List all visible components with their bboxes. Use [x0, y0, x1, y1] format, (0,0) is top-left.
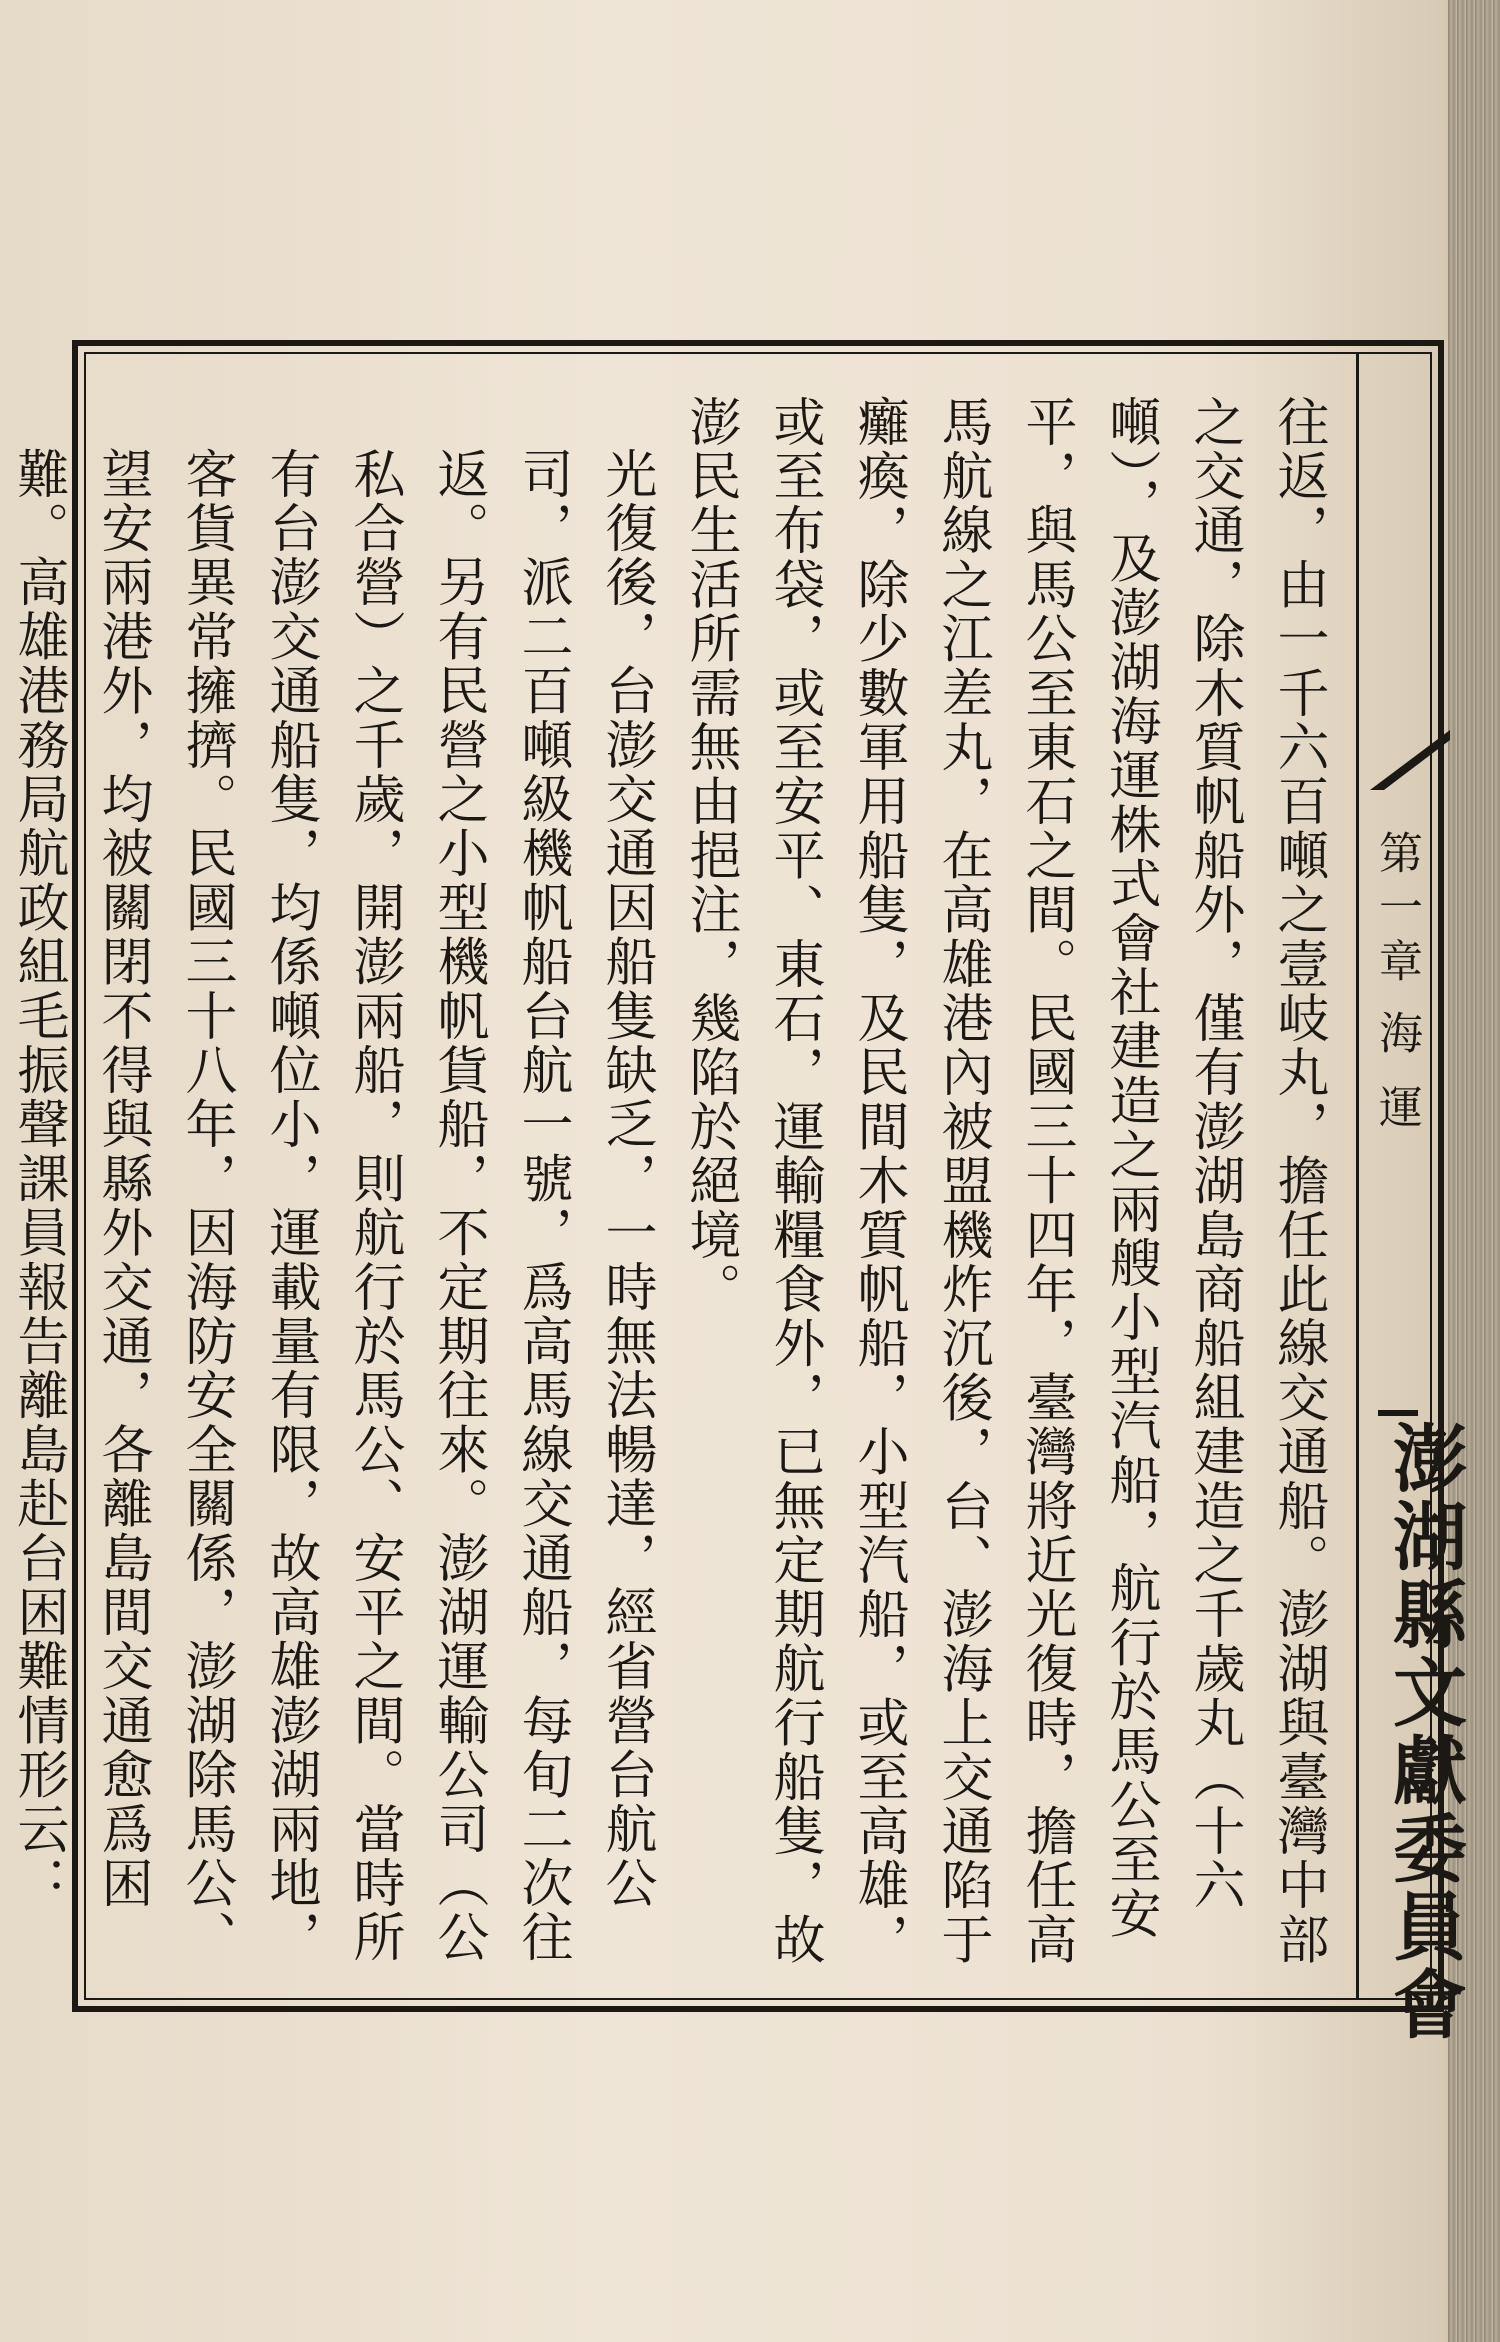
- paragraph-2: 光復後，台澎交通因船隻缺乏，一時無法暢達，經省營台航公司，派二百噸級機帆船台航一號，爲高馬線交通船，每旬二次往返。另有民營之小型機帆貨船，不定期往來。澎湖運輸公司（公私合營）之千歲，開澎兩船，則航行於馬公、安平之間。當時所有台澎交通船隻，均係噸位小，運載量有限，故高雄澎湖兩地，客貨異常擁擠。民國三十八年，因海防安全關係，澎湖除馬公、望安兩港外，均被關閉不得與縣外交通，各離島間交通愈爲困難。高雄港務局航政組毛振聲課員報告離島赴台困難情形云：: [8, 447, 656, 1965]
- paragraph-1: 往返，由一千六百噸之壹岐丸，擔任此線交通船。澎湖與臺灣中部之交通，除木質帆船外，僅有澎湖島商船組建造之千歲丸（十六噸），及澎湖海運株式會社建造之兩艘小型汽船，航行於馬公至安平，與馬公至東石之間。民國三十四年，臺灣將近光復時，擔任高馬航線之江差丸，在高雄港內被盟機炸沉後，台、澎海上交通陷于癱瘓，除少數軍用船隻，及民間木質帆船，小型汽船，或至高雄，或至布袋，或至安平、東石，運輸糧食外，已無定期航行船隻，故澎民生活所需無由挹注，幾陷於絕境。: [680, 395, 1328, 1967]
- publisher-name: 澎湖縣文獻委員會: [1381, 1420, 1467, 2044]
- chapter-number: 第一章: [1371, 830, 1422, 992]
- chapter-topic: 海運: [1371, 1010, 1422, 1158]
- header-column-rule: [1356, 352, 1359, 2000]
- main-text: [8, 395, 1340, 1985]
- publisher-hook-line: [1378, 1410, 1418, 1416]
- header-ornament-icon: [1370, 730, 1450, 790]
